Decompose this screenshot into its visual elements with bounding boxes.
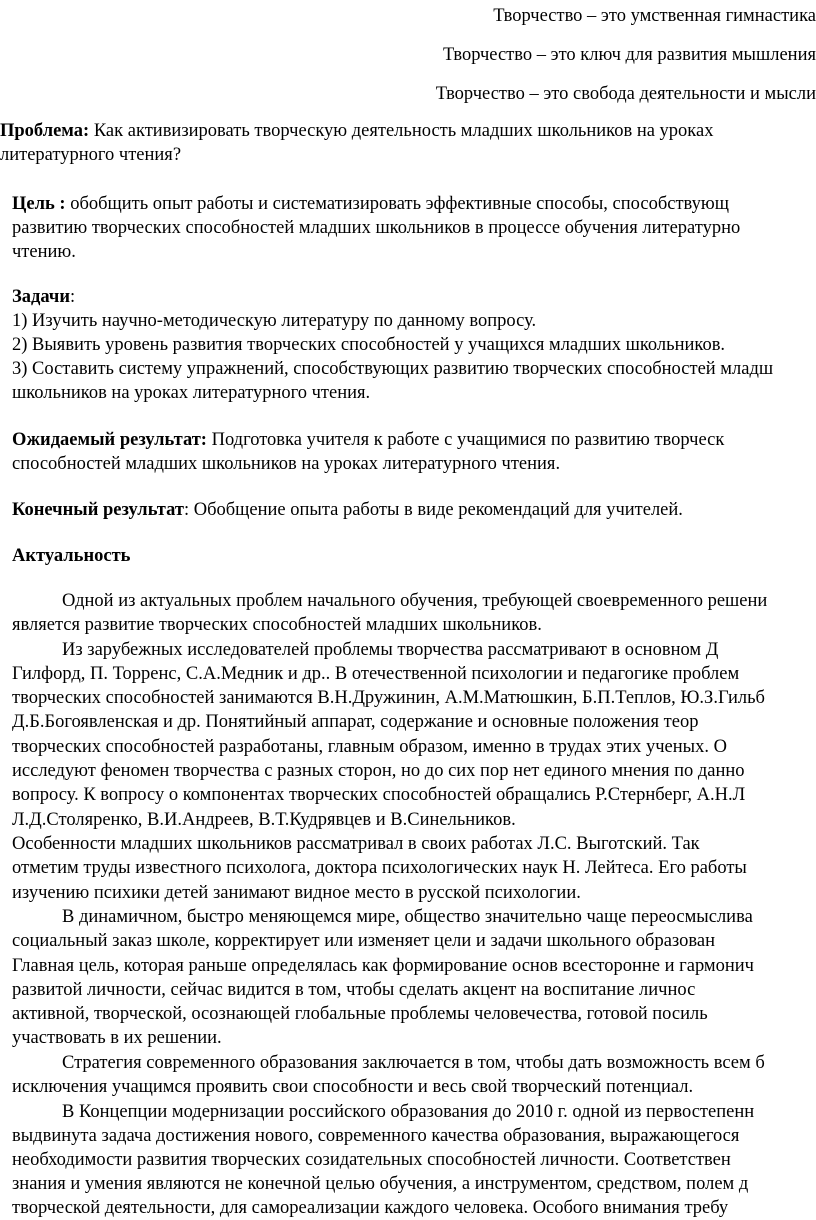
relevance-line-11: Особенности младших школьников рассматривал в своих работах Л.С. Выготский. Так xyxy=(12,834,700,854)
relevance-line-12: отметим труды известного психолога, доктора психологических наук Н. Лейтеса. Его работы xyxy=(12,858,747,878)
problem-line-1: Проблема: Как активизировать творческую деятельность младших школьников на уроках xyxy=(0,121,714,141)
relevance-line-9: вопросу. К вопросу о компонентах творческих способностей обращались Р.Стернберг, А.Н.Л xyxy=(12,785,746,805)
relevance-line-20: Стратегия современного образования заключается в том, чтобы дать возможность всем б xyxy=(62,1053,765,1073)
relevance-line-24: необходимости развития творческих созидательных способностей личности. Соответствен xyxy=(12,1150,731,1170)
relevance-line-1: Одной из актуальных проблем начального обучения, требующей своевременного решени xyxy=(62,591,768,611)
task-3-cont: школьников на уроках литературного чтения. xyxy=(12,383,371,403)
relevance-line-8: исследуют феномен творчества с разных сторон, но до сих пор нет единого мнения по данно xyxy=(12,761,745,781)
relevance-line-19: участвовать в их решении. xyxy=(12,1028,222,1048)
relevance-line-23: выдвинута задача достижения нового, современного качества образования, выражающегося xyxy=(12,1126,740,1146)
relevance-line-5: творческих способностей занимаются В.Н.Дружинин, А.М.Матюшкин, Б.П.Теплов, Ю.З.Гильб xyxy=(12,688,765,708)
relevance-line-7: творческих способностей разработаны, главным образом, именно в трудах этих ученых. О xyxy=(12,737,727,757)
relevance-line-22: В Концепции модернизации российского образования до 2010 г. одной из первостепенн xyxy=(62,1102,755,1122)
relevance-line-18: активной, творческой, осознающей глобальные проблемы человечества, готовой посиль xyxy=(12,1004,708,1024)
problem-label: Проблема: xyxy=(0,121,90,141)
final-label: Конечный результат xyxy=(12,500,184,520)
goal-label: Цель : xyxy=(12,194,66,214)
epigraph-3: Творчество – это свобода деятельности и мысли xyxy=(435,84,816,104)
expected-line-2: способностей младших школьников на уроках литературного чтения. xyxy=(12,454,561,474)
task-3: 3) Составить систему упражнений, способствующих развитию творческих способностей младш xyxy=(12,359,774,379)
epigraph-2: Творчество – это ключ для развития мышления xyxy=(442,45,816,65)
relevance-line-4: Гилфорд, П. Торренс, С.А.Медник и др.. В отечественной психологии и педагогике проблем xyxy=(12,664,740,684)
relevance-line-16: Главная цель, которая раньше определялась как формирование основ всесторонне и гармонич xyxy=(12,956,754,976)
relevance-heading: Актуальность xyxy=(12,546,131,566)
goal-line-3: чтению. xyxy=(12,242,76,262)
relevance-line-2: является развитие творческих способностей младших школьников. xyxy=(12,615,542,635)
goal-line-2: развитию творческих способностей младших школьников в процессе обучения литературно xyxy=(12,218,741,238)
relevance-line-13: изучению психики детей занимают видное место в русской психологии. xyxy=(12,883,581,903)
relevance-line-21: исключения учащимся проявить свои способности и весь свой творческий потенциал. xyxy=(12,1077,694,1097)
relevance-line-15: социальный заказ школе, корректирует или изменяет цели и задачи школьного образован xyxy=(12,931,715,951)
relevance-line-3: Из зарубежных исследователей проблемы творчества рассматривают в основном Д xyxy=(62,640,719,660)
expected-label: Ожидаемый результат: xyxy=(12,430,207,450)
relevance-line-17: развитой личности, сейчас видится в том, чтобы сделать акцент на воспитание личнос xyxy=(12,980,696,1000)
tasks-label: Задачи xyxy=(12,287,70,307)
problem-line-2: литературного чтения? xyxy=(0,145,182,165)
task-2: 2) Выявить уровень развития творческих способностей у учащихся младших школьников. xyxy=(12,335,726,355)
relevance-line-14: В динамичном, быстро меняющемся мире, общество значительно чаще переосмыслива xyxy=(62,907,753,927)
epigraph-1: Творчество – это умственная гимнастика xyxy=(493,6,816,26)
goal-line-1: Цель : обобщить опыт работы и систематизировать эффективные способы, способствующ xyxy=(12,194,729,214)
task-1: 1) Изучить научно-методическую литературу по данному вопросу. xyxy=(12,311,537,331)
relevance-line-6: Д.Б.Богоявленская и др. Понятийный аппарат, содержание и основные положения теор xyxy=(12,712,699,732)
tasks-heading: Задачи: xyxy=(12,287,76,307)
relevance-line-26: творческой деятельности, для самореализации каждого человека. Особого внимания требу xyxy=(12,1198,729,1218)
final-line: Конечный результат: Обобщение опыта работы в виде рекомендаций для учителей. xyxy=(12,500,683,520)
relevance-line-25: знания и умения являются не конечной целью обучения, а инструментом, средством, полем д xyxy=(12,1174,749,1194)
expected-line-1: Ожидаемый результат: Подготовка учителя к работе с учащимися по развитию творческ xyxy=(12,430,725,450)
relevance-line-10: Л.Д.Столяренко, В.И.Андреев, В.Т.Кудрявцев и В.Синельников. xyxy=(12,810,516,830)
